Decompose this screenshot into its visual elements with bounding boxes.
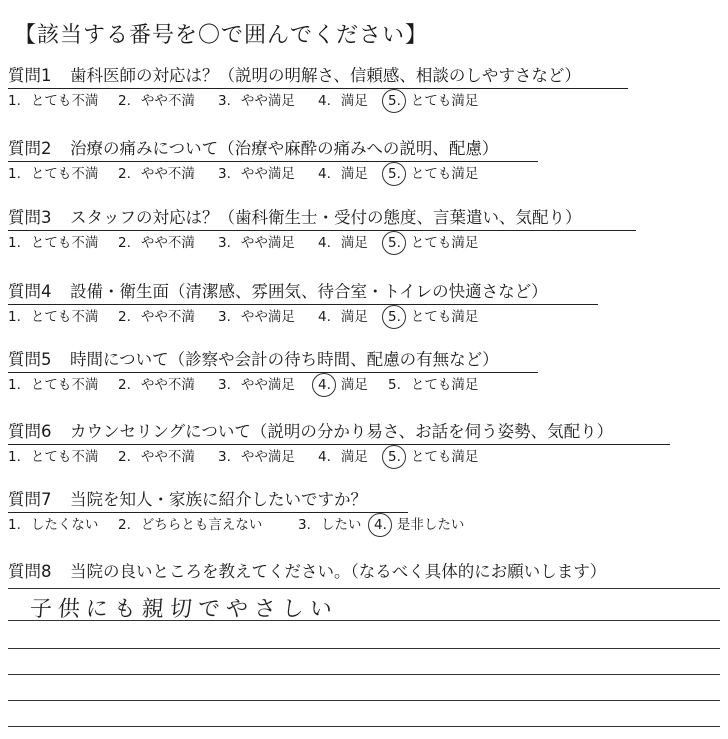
question-text: 時間について（診察や会計の待ち時間、配慮の有無など） [70,350,499,369]
question-label: 質問8 [8,562,52,581]
option-1[interactable] [8,516,98,534]
option-number: 4. [318,166,331,182]
question-text: 当院を知人・家族に紹介したいですか？ [70,490,367,509]
question-underline [8,88,628,89]
option-5-selected[interactable] [388,234,478,252]
option-label: とても満足 [410,449,479,465]
option-label: やや満足 [240,93,295,109]
option-number: 1. [8,449,21,465]
question-6 [8,422,613,442]
option-label: 満足 [340,449,368,465]
question-3 [8,208,582,228]
option-number: 3. [298,517,311,533]
option-number: 1. [8,166,21,182]
option-3[interactable] [218,308,295,326]
option-number: 1. [8,377,21,393]
question-label: 質問1 [8,66,52,85]
answer-options [8,308,708,328]
answer-line [8,726,720,727]
question-label: 質問3 [8,208,52,227]
option-1[interactable] [8,448,98,466]
option-number: 3. [218,309,231,325]
option-5-selected[interactable] [388,308,478,326]
option-4[interactable] [318,234,368,252]
question-8 [8,562,606,582]
option-3[interactable] [218,165,295,183]
question-label: 質問4 [8,282,52,301]
option-number: 1. [8,517,21,533]
option-label: したくない [30,517,99,533]
option-3[interactable] [218,234,295,252]
option-number: 2. [118,517,131,533]
option-1[interactable] [8,92,98,110]
option-number: 3. [218,377,231,393]
question-text: スタッフの対応は？（歯科衛生士・受付の態度、言葉遣い、気配り） [70,208,582,227]
option-number: 4. [318,377,331,393]
option-number: 3. [218,449,231,465]
option-1[interactable] [8,376,98,394]
option-label: とても不満 [30,309,99,325]
option-label: とても不満 [30,166,99,182]
option-label: とても不満 [30,377,99,393]
question-label: 質問6 [8,422,52,441]
option-3[interactable] [218,448,295,466]
question-text: 歯科医師の対応は？（説明の明解さ、信頼感、相談のしやすさなど） [70,66,581,85]
question-text: 当院の良いところを教えてください。（なるべく具体的にお願いします） [70,562,607,581]
option-number: 3. [218,166,231,182]
answer-line [8,674,720,675]
answer-options [8,92,708,112]
option-label: とても満足 [410,309,479,325]
question-2 [8,139,498,159]
option-number: 5. [388,93,401,109]
option-number: 5. [388,449,401,465]
option-number: 3. [218,93,231,109]
option-3[interactable] [298,516,361,534]
option-label: とても満足 [410,235,479,251]
option-number: 2. [118,449,131,465]
option-label: やや満足 [240,377,295,393]
answer-options [8,516,708,536]
option-label: やや満足 [240,449,295,465]
answer-options [8,448,708,468]
option-label: とても不満 [30,449,99,465]
option-label: やや不満 [140,309,195,325]
question-underline [8,372,538,373]
answer-options [8,376,708,396]
option-number: 4. [318,93,331,109]
question-label: 質問5 [8,350,52,369]
option-3[interactable] [218,376,295,394]
option-number: 2. [118,166,131,182]
answer-options [8,165,708,185]
option-number: 2. [118,377,131,393]
question-1 [8,66,581,86]
option-number: 5. [388,309,401,325]
option-label: 満足 [340,166,368,182]
question-underline [8,512,408,513]
option-5-selected[interactable] [388,165,478,183]
option-number: 5. [388,377,401,393]
question-label: 質問7 [8,490,52,509]
option-number: 2. [118,93,131,109]
option-label: とても満足 [410,93,479,109]
answer-line [8,700,720,701]
answer-line [8,620,720,621]
option-number: 2. [118,235,131,251]
option-label: とても満足 [410,377,479,393]
option-1[interactable] [8,234,98,252]
option-1[interactable] [8,308,98,326]
option-number: 1. [8,309,21,325]
option-number: 2. [118,309,131,325]
option-3[interactable] [218,92,295,110]
option-label: やや満足 [240,309,295,325]
option-number: 4. [318,449,331,465]
question-underline [8,304,598,305]
question-7 [8,490,367,510]
option-5[interactable] [388,376,478,394]
question-underline [8,230,636,231]
option-4[interactable] [318,92,368,110]
option-label: とても不満 [30,93,99,109]
option-label: やや不満 [140,377,195,393]
option-2[interactable] [118,165,195,183]
option-label: やや不満 [140,449,195,465]
option-2[interactable] [118,308,195,326]
option-number: 3. [218,235,231,251]
option-4[interactable] [318,165,368,183]
option-2[interactable] [118,92,195,110]
option-number: 4. [318,309,331,325]
option-label: どちらとも言えない [140,517,263,533]
option-label: したい [320,517,362,533]
option-number: 4. [374,517,387,533]
page-title: 【該当する番号を〇で囲んでください】 [14,23,429,48]
option-label: とても満足 [410,166,479,182]
option-4[interactable] [318,308,368,326]
handwritten-answer[interactable]: 子供にも親切でやさしい [28,597,339,622]
question-5 [8,350,499,370]
option-5-selected[interactable] [388,448,478,466]
option-label: とても不満 [30,235,99,251]
question-text: 治療の痛みについて（治療や麻酔の痛みへの説明、配慮） [70,139,499,158]
answer-options [8,234,708,254]
option-number: 4. [318,235,331,251]
option-2[interactable] [118,516,262,534]
option-label: やや満足 [240,166,295,182]
option-number: 1. [8,235,21,251]
question-underline [8,444,670,445]
option-label: やや満足 [240,235,295,251]
option-2[interactable] [118,234,195,252]
question-text: 設備・衛生面（清潔感、雰囲気、待合室・トイレの快適さなど） [70,282,548,301]
option-5-selected[interactable] [388,92,478,110]
answer-line [8,648,720,649]
option-1[interactable] [8,165,98,183]
option-number: 1. [8,93,21,109]
option-label: 満足 [340,93,368,109]
option-label: やや不満 [140,235,195,251]
answer-line [8,588,720,589]
option-4-selected[interactable] [318,376,368,394]
option-label: 是非したい [396,517,465,533]
question-label: 質問2 [8,139,52,158]
option-label: やや不満 [140,93,195,109]
option-2[interactable] [118,448,195,466]
option-label: やや不満 [140,166,195,182]
question-underline [8,161,538,162]
option-number: 5. [388,166,401,182]
option-2[interactable] [118,376,195,394]
question-4 [8,282,548,302]
option-4-selected[interactable] [374,516,464,534]
option-number: 5. [388,235,401,251]
option-label: 満足 [340,377,368,393]
option-4[interactable] [318,448,368,466]
option-label: 満足 [340,235,368,251]
question-text: カウンセリングについて（説明の分かり易さ、お話を伺う姿勢、気配り） [70,422,614,441]
option-label: 満足 [340,309,368,325]
